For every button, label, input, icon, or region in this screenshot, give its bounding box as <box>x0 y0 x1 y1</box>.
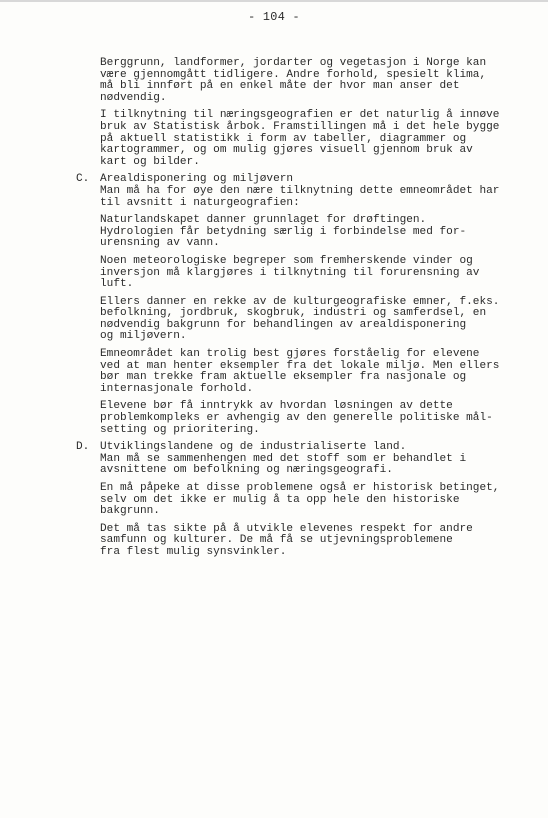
section-body <box>76 186 528 436</box>
section-body <box>76 454 528 559</box>
section-paragraph: En må påpeke at disse problemene også er historisk betinget, selv om det ikke er mulig å ta opp hele den historiske bakgrunn. <box>100 482 500 518</box>
section-paragraph: Man må se sammenhengen med det stoff som er behandlet i avsnittene om befolkning og næringsgeografi. <box>100 452 467 477</box>
section-d <box>76 442 528 558</box>
section-paragraph: Naturlandskapet danner grunnlaget for drøftingen. Hydrologien får betydning særlig i forbindelse med for- urensning av vann. <box>100 214 467 250</box>
section-paragraph: Ellers danner en rekke av de kulturgeografiske emner, f.eks. befolkning, jordbruk, skogbruk, industri og samferdsel, en nødvendig bakgrunn for behandlingen av arealdisponering og miljøvern. <box>100 295 500 343</box>
section-title: Arealdisponering og miljøvern <box>100 173 294 186</box>
section-paragraph: Det må tas sikte på å utvikle elevenes respekt for andre samfunn og kulturer. De må få se utjevningsproblemene fra flest mulig synsvinkler. <box>100 522 473 558</box>
page-number: - 104 - <box>248 10 300 24</box>
section-c <box>76 174 528 436</box>
section-paragraph: Emneområdet kan trolig best gjøres forståelig for elevene ved at man henter eksempler fra det lokale miljø. Men ellers bør man trekke fram aktuelle eksempler fra nasjonale og internasjonale forhold. <box>100 348 500 395</box>
section-paragraph: Man må ha for øye den nære tilknytning dette emneområdet har til avsnitt i naturgeografien: <box>100 184 500 209</box>
document-body <box>76 58 528 565</box>
section-paragraph: Elevene bør få inntrykk av hvordan løsningen av dette problemkompleks er avhengig av den generelle politiske mål- setting og prioritering. <box>100 400 493 436</box>
section-letter: D. <box>76 441 90 454</box>
section-title: Utviklingslandene og de industrialiserte land. <box>100 441 407 454</box>
section-letter: C. <box>76 173 90 186</box>
top-edge-rule <box>0 0 548 2</box>
intro-paragraph-1: Berggrunn, landformer, jordarter og vegetasjon i Norge kan være gjennomgått tidligere. Andre forhold, spesielt klima, må bli innført på en enkel måte der hvor man anser det nødvendig. <box>100 57 487 104</box>
intro-paragraph-2: I tilknytning til næringsgeografien er det naturlig å innøve bruk av Statistisk årbok. Framstillingen må i det hele bygge på aktuell statistikk i form av tabeller, diagrammer og kartogrammer, og om mulig gjøres visuell gjennom bruk av kart og bilder. <box>100 109 500 168</box>
section-paragraph: Noen meteorologiske begreper som fremherskende vinder og inversjon må klargjøres i tilknytning til forurensning av luft. <box>100 254 480 291</box>
